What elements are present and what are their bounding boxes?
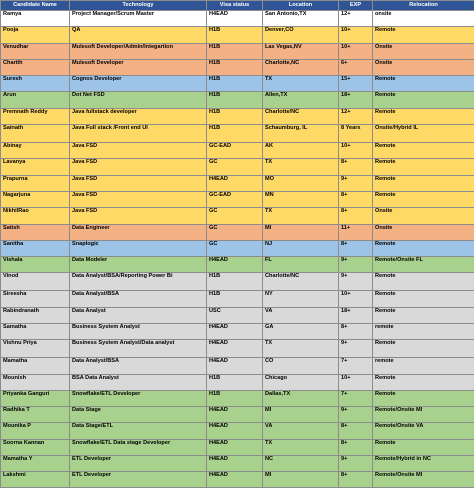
table-row [1,455,474,471]
table-row [1,423,474,439]
cell-candidate-name[interactable]: Rabindranath [1,307,70,323]
cell-candidate-name[interactable]: Lavanya [1,159,70,175]
cell-relocation[interactable]: Onsite [373,224,474,240]
cell-relocation[interactable]: Remote/Hybrid in NC [373,455,474,471]
cell-exp[interactable]: 8+ [339,191,373,207]
table-row [1,43,474,59]
cell-exp[interactable]: 8+ [339,439,373,455]
cell-visa-status[interactable]: H4EAD [207,472,263,488]
cell-relocation[interactable]: Remote [373,340,474,358]
cell-exp[interactable]: 10+ [339,43,373,59]
cell-visa-status[interactable]: H4EAD [207,340,263,358]
cell-location[interactable]: TX [263,439,339,455]
cell-candidate-name[interactable]: Prapurna [1,175,70,191]
cell-location[interactable]: MI [263,472,339,488]
cell-visa-status[interactable]: H4EAD [207,175,263,191]
cell-candidate-name[interactable]: Mamatha Y [1,455,70,471]
cell-technology[interactable]: Java FSD [70,143,207,159]
cell-candidate-name[interactable]: Lakshmi [1,472,70,488]
cell-exp[interactable]: 18+ [339,307,373,323]
cell-technology[interactable]: Java Full stack /Front end UI [70,125,207,143]
cell-location[interactable]: Schaumburg, IL [263,125,339,143]
cell-relocation[interactable]: Remote [373,439,474,455]
cell-technology[interactable]: Data Analyst/BSA/Reporting Power Bi [70,273,207,291]
table-row [1,159,474,175]
table-row [1,59,474,75]
cell-exp[interactable]: 9+ [339,340,373,358]
cell-location[interactable]: MO [263,175,339,191]
cell-location[interactable]: Charlotte,NC [263,59,339,75]
cell-exp[interactable]: 8 Years [339,125,373,143]
cell-technology[interactable]: Java FSD [70,208,207,224]
cell-relocation[interactable]: Onsite [373,59,474,75]
cell-candidate-name[interactable]: Sireesha [1,291,70,307]
table-row [1,240,474,256]
cell-relocation[interactable]: Remote [373,175,474,191]
cell-location[interactable]: VA [263,307,339,323]
cell-visa-status[interactable]: H1B [207,92,263,108]
cell-exp[interactable]: 15+ [339,76,373,92]
cell-technology[interactable]: Data Modeler [70,257,207,273]
cell-relocation[interactable]: Remote [373,291,474,307]
header-candidate-name[interactable]: Candidate Name [1,1,70,11]
cell-visa-status[interactable]: H4EAD [207,423,263,439]
cell-technology[interactable]: Business System Analyst [70,324,207,340]
cell-candidate-name[interactable]: Charith [1,59,70,75]
cell-candidate-name[interactable]: Radhika T [1,407,70,423]
cell-location[interactable]: Chicago [263,374,339,390]
header-exp[interactable]: EXP [339,1,373,11]
cell-visa-status[interactable]: GC [207,208,263,224]
cell-candidate-name[interactable]: Venudhar [1,43,70,59]
cell-candidate-name[interactable]: Nagarjuna [1,191,70,207]
table-row [1,208,474,224]
cell-candidate-name[interactable]: Mamatha [1,358,70,374]
cell-visa-status[interactable]: H1B [207,390,263,406]
table-row [1,358,474,374]
cell-candidate-name[interactable]: Satish [1,224,70,240]
table-row [1,340,474,358]
table-row [1,374,474,390]
cell-location[interactable]: VA [263,423,339,439]
cell-relocation[interactable]: Remote/Onsite MI [373,407,474,423]
table-row [1,224,474,240]
header-relocation[interactable]: Relocation [373,1,474,11]
cell-exp[interactable]: 12+ [339,108,373,124]
cell-technology[interactable]: Snaplogic [70,240,207,256]
cell-technology[interactable]: Data Analyst/BSA [70,291,207,307]
cell-relocation[interactable]: Remote/Onsite VA [373,423,474,439]
cell-exp[interactable]: 10+ [339,374,373,390]
cell-location[interactable]: TX [263,208,339,224]
cell-candidate-name[interactable]: Vishnu Priya [1,340,70,358]
cell-exp[interactable]: 10+ [339,291,373,307]
cell-technology[interactable]: Data Analyst/BSA [70,358,207,374]
cell-location[interactable]: Charlotte/NC [263,108,339,124]
cell-visa-status[interactable]: H1B [207,125,263,143]
cell-technology[interactable]: Java FSD [70,159,207,175]
cell-exp[interactable]: 10+ [339,143,373,159]
cell-visa-status[interactable]: H4EAD [207,324,263,340]
cell-exp[interactable]: 9+ [339,455,373,471]
cell-location[interactable]: TX [263,76,339,92]
cell-technology[interactable]: Java FSD [70,191,207,207]
cell-technology[interactable]: QA [70,27,207,43]
cell-relocation[interactable]: Onsite [373,208,474,224]
cell-location[interactable]: Allen,TX [263,92,339,108]
cell-visa-status[interactable]: H1B [207,76,263,92]
cell-technology[interactable]: Snowflake/ETL Data stage Developer [70,439,207,455]
cell-location[interactable]: NJ [263,240,339,256]
cell-visa-status[interactable]: H4EAD [207,257,263,273]
cell-visa-status[interactable]: H1B [207,59,263,75]
cell-location[interactable]: Las Vegas,NV [263,43,339,59]
cell-technology[interactable]: Data Stage/ETL [70,423,207,439]
cell-technology[interactable]: Java FSD [70,175,207,191]
cell-relocation[interactable]: Remote [373,143,474,159]
cell-location[interactable]: FL [263,257,339,273]
cell-technology[interactable]: Business System Analyst/Data analyst [70,340,207,358]
cell-location[interactable]: MI [263,224,339,240]
table-row [1,407,474,423]
header-location[interactable]: Location [263,1,339,11]
cell-exp[interactable]: 6+ [339,59,373,75]
cell-visa-status[interactable]: H4EAD [207,455,263,471]
cell-location[interactable]: TX [263,340,339,358]
cell-exp[interactable]: 8+ [339,159,373,175]
cell-relocation[interactable]: remote [373,324,474,340]
cell-location[interactable]: TX [263,159,339,175]
cell-technology[interactable]: Cognos Developer [70,76,207,92]
cell-relocation[interactable]: onsite [373,11,474,27]
header-technology[interactable]: Technology [70,1,207,11]
cell-technology[interactable]: Mulesoft Developer [70,59,207,75]
cell-relocation[interactable]: Remote/Onsite MI [373,472,474,488]
cell-location[interactable]: GA [263,324,339,340]
table-row [1,324,474,340]
cell-location[interactable]: AK [263,143,339,159]
cell-candidate-name[interactable]: Arun [1,92,70,108]
cell-visa-status[interactable]: H1B [207,108,263,124]
cell-exp[interactable]: 8+ [339,208,373,224]
cell-visa-status[interactable]: GC [207,240,263,256]
cell-candidate-name[interactable]: Pooja [1,27,70,43]
table-row [1,472,474,488]
table-row [1,175,474,191]
table-row [1,76,474,92]
cell-relocation[interactable]: Remote [373,390,474,406]
cell-technology[interactable]: BSA Data Analyst [70,374,207,390]
cell-exp[interactable]: 7+ [339,390,373,406]
cell-candidate-name[interactable]: Priyanka Ganguri [1,390,70,406]
cell-technology[interactable]: Data Analyst [70,307,207,323]
cell-relocation[interactable]: Remote [373,273,474,291]
cell-exp[interactable]: 18+ [339,92,373,108]
table-row [1,291,474,307]
table-row [1,273,474,291]
cell-exp[interactable]: 11+ [339,224,373,240]
cell-visa-status[interactable]: GC [207,224,263,240]
cell-technology[interactable]: Java fullstack developer [70,108,207,124]
cell-candidate-name[interactable]: NikhilRao [1,208,70,224]
cell-exp[interactable]: 10+ [339,27,373,43]
cell-exp[interactable]: 7+ [339,358,373,374]
table-row [1,108,474,124]
cell-candidate-name[interactable]: Samatha [1,324,70,340]
cell-location[interactable]: NY [263,291,339,307]
cell-candidate-name[interactable]: Ramya [1,11,70,27]
cell-technology[interactable]: Mulesoft Developer/Admin/Integartion [70,43,207,59]
cell-visa-status[interactable]: H1B [207,27,263,43]
cell-candidate-name[interactable]: Vinod [1,273,70,291]
cell-relocation[interactable]: Remote [373,108,474,124]
cell-technology[interactable]: Dot Net FSD [70,92,207,108]
cell-relocation[interactable]: Remote [373,307,474,323]
cell-visa-status[interactable]: H4EAD [207,358,263,374]
cell-exp[interactable]: 9+ [339,257,373,273]
cell-visa-status[interactable]: H1B [207,374,263,390]
cell-location[interactable]: CO [263,358,339,374]
table-row [1,27,474,43]
cell-candidate-name[interactable]: Premnath Reddy [1,108,70,124]
cell-candidate-name[interactable]: Abinay [1,143,70,159]
header-visa-status[interactable]: Visa status [207,1,263,11]
cell-relocation[interactable]: Onsite/Hybrid IL [373,125,474,143]
table-row [1,191,474,207]
cell-exp[interactable]: 8+ [339,423,373,439]
cell-exp[interactable]: 9+ [339,175,373,191]
table-body [1,11,474,488]
table-row [1,390,474,406]
cell-candidate-name[interactable]: Mounish [1,374,70,390]
cell-visa-status[interactable]: H4EAD [207,439,263,455]
cell-technology[interactable]: Snowflake/ETL Developer [70,390,207,406]
cell-relocation[interactable]: Remote [373,76,474,92]
table-row [1,125,474,143]
header-row [1,1,474,11]
cell-technology[interactable]: Data Engineer [70,224,207,240]
cell-exp[interactable]: 9+ [339,407,373,423]
cell-candidate-name[interactable]: Soorna Kannan [1,439,70,455]
table-row [1,11,474,27]
cell-location[interactable]: NC [263,455,339,471]
cell-visa-status[interactable]: H4EAD [207,407,263,423]
cell-exp[interactable]: 8+ [339,324,373,340]
cell-relocation[interactable]: Remote [373,159,474,175]
cell-relocation[interactable]: Remote [373,240,474,256]
cell-visa-status[interactable]: GC-EAD [207,191,263,207]
cell-candidate-name[interactable]: Suresh [1,76,70,92]
cell-location[interactable]: San Antonio,TX [263,11,339,27]
table-row [1,257,474,273]
table-row [1,439,474,455]
cell-relocation[interactable]: Remote/Onsite FL [373,257,474,273]
cell-location[interactable]: MN [263,191,339,207]
cell-exp[interactable]: 12+ [339,11,373,27]
cell-candidate-name[interactable]: Sanitha [1,240,70,256]
cell-location[interactable]: Denver,CO [263,27,339,43]
cell-visa-status[interactable]: USC [207,307,263,323]
cell-visa-status[interactable]: H4EAD [207,11,263,27]
cell-visa-status[interactable]: GC [207,159,263,175]
cell-candidate-name[interactable]: Mounika P [1,423,70,439]
cell-relocation[interactable]: Remote [373,92,474,108]
cell-location[interactable]: Charlotte/NC [263,273,339,291]
cell-exp[interactable]: 8+ [339,240,373,256]
cell-location[interactable]: MI [263,407,339,423]
cell-exp[interactable]: 9+ [339,273,373,291]
cell-candidate-name[interactable]: Vishala [1,257,70,273]
cell-relocation[interactable]: Remote [373,374,474,390]
cell-visa-status[interactable]: H1B [207,273,263,291]
cell-technology[interactable]: ETL Developer [70,472,207,488]
cell-visa-status[interactable]: GC-EAD [207,143,263,159]
cell-candidate-name[interactable]: Sainath [1,125,70,143]
table-row [1,92,474,108]
cell-visa-status[interactable]: H1B [207,43,263,59]
cell-location[interactable]: Dallas,TX [263,390,339,406]
cell-technology[interactable]: Data Stage [70,407,207,423]
cell-technology[interactable]: ETL Developer [70,455,207,471]
cell-relocation[interactable]: remote [373,358,474,374]
table-row [1,307,474,323]
cell-technology[interactable]: Project Manager/Scrum Master [70,11,207,27]
cell-relocation[interactable]: Remote [373,27,474,43]
cell-relocation[interactable]: Remote [373,191,474,207]
cell-exp[interactable]: 8+ [339,472,373,488]
cell-relocation[interactable]: Onsite [373,43,474,59]
table-row [1,143,474,159]
cell-visa-status[interactable]: H1B [207,291,263,307]
